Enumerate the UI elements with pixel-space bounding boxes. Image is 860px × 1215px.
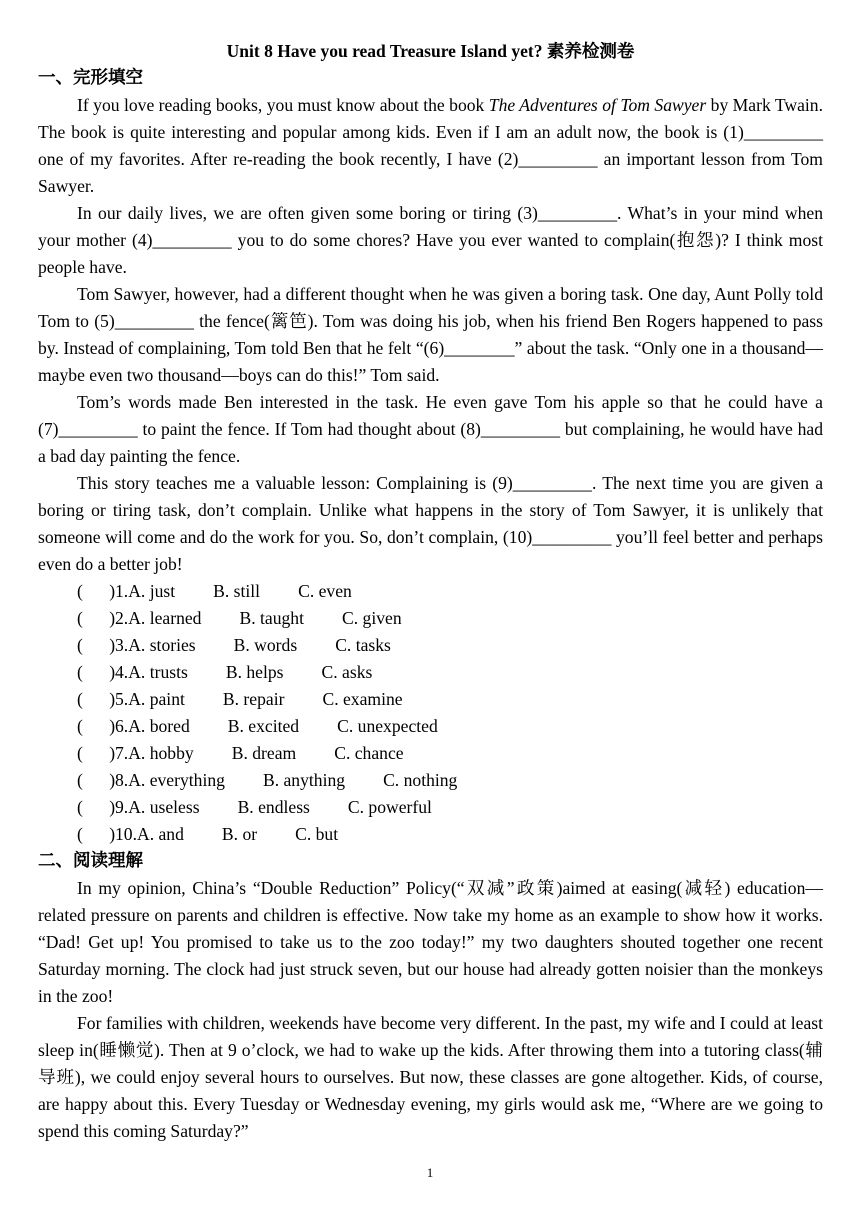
option-a: A. hobby	[128, 743, 194, 763]
question-row	[38, 605, 823, 632]
reading-paragraph-2: For families with children, weekends have become very different. In the past, my wife and I could at least sleep in(睡懒觉). Then at 9 o’clock, we had to wake up the kids. After throwing them into a tutoring class(辅导班), we could enjoy several hours to ourselves. But now, these classes are gone altogether. Kids, of course, are happy about this. Every Tuesday or Wednesday evening, my girls would ask me, “Where are we going to spend this coming Saturday?”	[38, 1013, 823, 1141]
answer-paren[interactable]: ( )	[77, 743, 116, 763]
question-row	[38, 740, 823, 767]
question-row	[38, 713, 823, 740]
cloze-paragraph-4: Tom’s words made Ben interested in the task. He even gave Tom his apple so that he could have a (7)_________ to paint the fence. If Tom had thought about (8)_________ but complaining, he would have had a bad day painting the fence.	[38, 392, 823, 466]
answer-paren[interactable]: ( )	[77, 662, 116, 682]
option-b: B. repair	[222, 689, 285, 709]
option-b: B. endless	[237, 797, 310, 817]
option-b: B. dream	[231, 743, 297, 763]
option-c: C. examine	[322, 689, 403, 709]
answer-paren[interactable]: ( )	[77, 770, 116, 790]
answer-paren[interactable]: ( )	[77, 635, 116, 655]
answer-paren[interactable]: ( )	[77, 689, 116, 709]
cloze-paragraph-5: This story teaches me a valuable lesson: Complaining is (9)_________. The next time you are given a boring or tiring task, don’t complain. Unlike what happens in the story of Tom Sawyer, it is unlikely that someone will come and do the work for you. So, don’t complain, (10)_________ you’ll feel better and perhaps even do a better job!	[38, 473, 823, 574]
question-number: 3.	[115, 635, 129, 655]
cloze-paragraph-3: Tom Sawyer, however, had a different thought when he was given a boring task. One day, Aunt Polly told Tom to (5)_________ the fence(篱笆). Tom was doing his job, when his friend Ben Rogers happened to pass by. Instead of complaining, Tom told Ben that he felt “(6)________” about the task. “Only one in a thousand—maybe even two thousand—boys can do this!” Tom said.	[38, 284, 823, 385]
question-number: 7.	[115, 743, 129, 763]
question-row	[38, 686, 823, 713]
option-c: C. nothing	[383, 770, 458, 790]
option-c: C. given	[342, 608, 402, 628]
answer-paren[interactable]: ( )	[77, 716, 116, 736]
option-b: B. anything	[262, 770, 346, 790]
option-a: A. stories	[128, 635, 196, 655]
option-c: C. powerful	[347, 797, 432, 817]
question-row	[38, 821, 823, 848]
question-row	[38, 659, 823, 686]
option-a: A. and	[137, 824, 184, 844]
option-a: A. trusts	[128, 662, 188, 682]
option-a: A. everything	[128, 770, 225, 790]
option-c: C. chance	[334, 743, 404, 763]
answer-paren[interactable]: ( )	[77, 581, 116, 601]
question-row	[38, 767, 823, 794]
option-a: A. just	[128, 581, 176, 601]
section-heading-cloze: 一、完形填空	[38, 68, 143, 88]
answer-paren[interactable]: ( )	[77, 824, 116, 844]
option-b: B. or	[221, 824, 258, 844]
question-number: 6.	[115, 716, 129, 736]
page-number: 1	[426, 1165, 434, 1180]
cloze-paragraph-2: In our daily lives, we are often given some boring or tiring (3)_________. What’s in your mind when your mother (4)_________ you to do some chores? Have you ever wanted to complain(抱怨)? I think most people have.	[38, 203, 823, 277]
cloze-paragraph-1: If you love reading books, you must know about the book The Adventures of Tom Sawyer by Mark Twain. The book is quite interesting and popular among kids. Even if I am an adult now, the book is (1)_________ one of my favorites. After re-reading the book recently, I have (2)_________ an important lesson from Tom Sawyer.	[38, 95, 824, 196]
option-c: C. but	[295, 824, 339, 844]
option-b: B. excited	[227, 716, 300, 736]
question-number: 4.	[115, 662, 129, 682]
question-number: 1.	[115, 581, 129, 601]
document-title: Unit 8 Have you read Treasure Island yet? 素养检测卷	[226, 41, 635, 61]
question-list	[38, 578, 823, 848]
section-heading-reading: 二、阅读理解	[38, 851, 143, 871]
option-b: B. words	[233, 635, 298, 655]
answer-paren[interactable]: ( )	[77, 608, 116, 628]
question-number: 8.	[115, 770, 129, 790]
question-row	[38, 632, 823, 659]
question-row	[38, 794, 823, 821]
question-number: 9.	[115, 797, 129, 817]
option-b: B. helps	[225, 662, 284, 682]
option-a: A. bored	[128, 716, 190, 736]
question-number: 5.	[115, 689, 129, 709]
option-b: B. still	[213, 581, 261, 601]
option-c: C. asks	[321, 662, 373, 682]
option-c: C. unexpected	[337, 716, 438, 736]
question-number: 10.	[115, 824, 137, 844]
option-a: A. learned	[128, 608, 202, 628]
question-number: 2.	[115, 608, 129, 628]
option-b: B. taught	[239, 608, 304, 628]
option-a: A. paint	[128, 689, 185, 709]
option-c: C. even	[298, 581, 352, 601]
book-title: The Adventures of Tom Sawyer	[488, 95, 707, 115]
question-row	[38, 578, 823, 605]
reading-paragraph-1: In my opinion, China’s “Double Reduction” Policy(“双减”政策)aimed at easing(减轻) education—related pressure on parents and children is effective. Now take my home as an example to show how it works. “Dad! Get up! You promised to take us to the zoo today!” my two daughters shouted together one recent Saturday morning. The clock had just struck seven, but our house had already gotten noisier than the monkeys in the zoo!	[38, 878, 823, 1006]
option-c: C. tasks	[335, 635, 391, 655]
document-page	[38, 38, 823, 1145]
option-a: A. useless	[128, 797, 200, 817]
answer-paren[interactable]: ( )	[77, 797, 116, 817]
